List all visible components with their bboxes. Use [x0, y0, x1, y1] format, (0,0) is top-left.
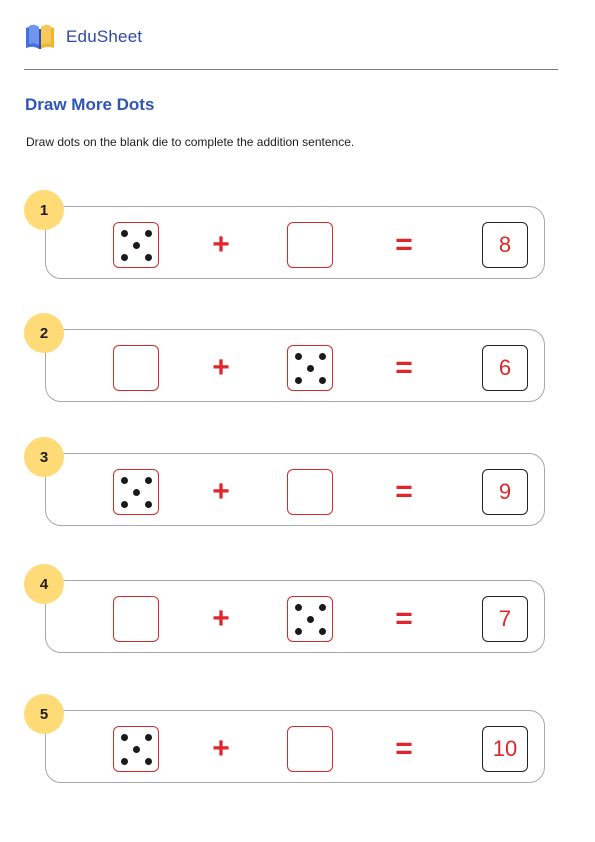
- problem-row: [24, 564, 547, 654]
- problem-card: [45, 710, 545, 783]
- header-divider: [24, 69, 558, 70]
- die-pip: [295, 353, 302, 360]
- plus-sign: +: [212, 602, 230, 635]
- blank-die[interactable]: [287, 222, 333, 268]
- problem-row: [24, 190, 547, 280]
- die-pip: [295, 377, 302, 384]
- sum-box: 10: [482, 726, 528, 772]
- die-pip: [133, 242, 140, 249]
- instructions: Draw dots on the blank die to complete the addition sentence.: [26, 135, 355, 149]
- plus-sign: +: [212, 732, 230, 765]
- problem-card: [45, 453, 545, 526]
- sum-box: 9: [482, 469, 528, 515]
- page-title: Draw More Dots: [25, 95, 155, 114]
- equals-sign: =: [395, 602, 413, 635]
- dotted-die: [287, 596, 333, 642]
- plus-sign: +: [212, 228, 230, 261]
- die-pip: [145, 477, 152, 484]
- dotted-die: [287, 345, 333, 391]
- die-pip: [307, 616, 314, 623]
- dotted-die: [113, 222, 159, 268]
- blank-die[interactable]: [287, 469, 333, 515]
- die-pip: [145, 758, 152, 765]
- brand-name: EduSheet: [66, 27, 143, 46]
- dotted-die: [113, 469, 159, 515]
- equals-sign: =: [395, 475, 413, 508]
- problem-row: [24, 437, 547, 527]
- problem-number-badge: 5: [24, 694, 64, 734]
- sum-box: 7: [482, 596, 528, 642]
- dotted-die: [113, 726, 159, 772]
- die-pip: [295, 628, 302, 635]
- problem-card: [45, 580, 545, 653]
- problem-card: [45, 329, 545, 402]
- sum-box: 8: [482, 222, 528, 268]
- die-pip: [133, 746, 140, 753]
- problem-number-badge: 3: [24, 437, 64, 477]
- sum-box: 6: [482, 345, 528, 391]
- die-pip: [121, 477, 128, 484]
- plus-sign: +: [212, 475, 230, 508]
- equals-sign: =: [395, 732, 413, 765]
- problem-number-badge: 1: [24, 190, 64, 230]
- die-pip: [307, 365, 314, 372]
- blank-die[interactable]: [287, 726, 333, 772]
- problem-number-badge: 4: [24, 564, 64, 604]
- die-pip: [319, 353, 326, 360]
- header: [24, 20, 142, 54]
- problem-number-badge: 2: [24, 313, 64, 353]
- die-pip: [145, 254, 152, 261]
- die-pip: [121, 758, 128, 765]
- die-pip: [133, 489, 140, 496]
- die-pip: [295, 604, 302, 611]
- plus-sign: +: [212, 351, 230, 384]
- problem-row: [24, 313, 547, 403]
- die-pip: [145, 501, 152, 508]
- blank-die[interactable]: [113, 345, 159, 391]
- die-pip: [121, 734, 128, 741]
- die-pip: [319, 604, 326, 611]
- equals-sign: =: [395, 228, 413, 261]
- die-pip: [121, 501, 128, 508]
- problem-row: [24, 694, 547, 784]
- open-book-icon: [24, 21, 56, 53]
- die-pip: [319, 377, 326, 384]
- die-pip: [319, 628, 326, 635]
- blank-die[interactable]: [113, 596, 159, 642]
- die-pip: [145, 734, 152, 741]
- equals-sign: =: [395, 351, 413, 384]
- die-pip: [121, 254, 128, 261]
- die-pip: [121, 230, 128, 237]
- die-pip: [145, 230, 152, 237]
- problem-card: [45, 206, 545, 279]
